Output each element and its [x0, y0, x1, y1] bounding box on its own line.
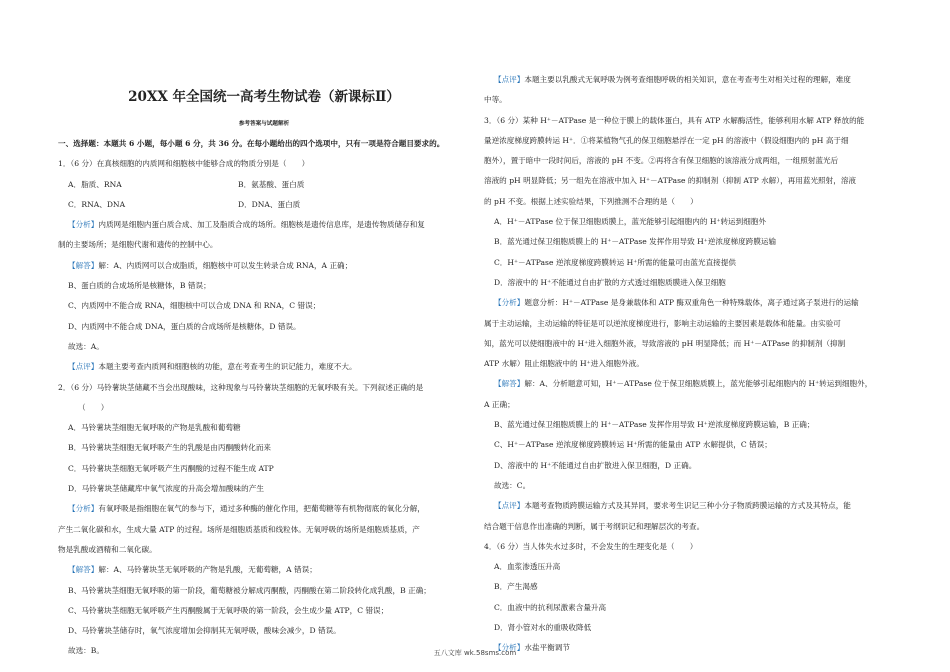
q3-comment-cont: 结合题干信息作出准确的判断，属于考纲识记和理解层次的考查。: [484, 521, 705, 531]
q3-answer-d: D、溶液中的 H⁺不能通过自由扩散进入保卫细胞，D 正确。: [494, 460, 697, 470]
analysis-tag: 【分析】: [68, 504, 99, 514]
comment-tag: 【点评】: [494, 75, 525, 84]
q3-stem-cont1: 量逆浓度梯度跨膜转运 H⁺．①将某植物气孔的保卫细胞悬浮在一定 pH 的溶液中（假设细胞内的 pH 高于细: [484, 135, 849, 145]
q2-answer-b: B、马铃薯块茎细胞无氧呼吸的第一阶段，葡萄糖被分解成丙酮酸，丙酮酸在第二阶段转化成乳酸，B 正确；: [68, 585, 431, 595]
q3-option-a: A．H⁺－ATPase 位于保卫细胞质膜上，蓝光能够引起细胞内的 H⁺转运到细胞外: [494, 217, 767, 227]
q4-option-b: B．产生渴感: [494, 582, 538, 592]
q3-analysis-cont1: 属于主动运输，主动运输的特征是可以逆浓度梯度进行，影响主动运输的主要因素是载体和能量。由实验可: [484, 318, 841, 328]
q3-option-c: C．H⁺－ATPase 逆浓度梯度跨膜转运 H⁺所需的能量可由蓝光直接提供: [494, 257, 736, 267]
q2-option-a: A．马铃薯块茎细胞无氧呼吸的产物是乳酸和葡萄糖: [68, 423, 241, 433]
page-footer: 五八文库 wk.58sms.com: [433, 649, 517, 657]
q3-answer-cont: A 正确；: [484, 399, 515, 409]
q1-answer-c: C、内质网中不能合成 RNA，细胞核中可以合成 DNA 和 RNA，C 错误；: [68, 301, 321, 311]
q3-analysis-cont2: 知，蓝光可以使细胞液中的 H⁺进入细胞外液，导致溶液的 pH 明显降低；而 H⁺－ATPase 的抑制剂（抑制: [484, 338, 846, 348]
q1-answer-d: D、内质网中不能合成 DNA，蛋白质的合成场所是核糖体，D 错误。: [68, 321, 301, 331]
q1-answer-b: B、蛋白质的合成场所是核糖体，B 错误；: [68, 281, 211, 291]
q3-analysis-cont3: ATP 水解）阻止细胞液中的 H⁺进入细胞外液。: [484, 359, 644, 369]
q1-options-row2: [58, 195, 470, 215]
q3-comment: 【点评】本题考查物质跨膜运输方式及其异同，要求考生识记三种小分子物质跨膜运输的方式及其特点，能: [494, 501, 851, 511]
q4-option-a: A．血浆渗透压升高: [494, 562, 561, 572]
page-subtitle: 参考答案与试题解析: [238, 121, 290, 127]
page-title: 20XX 年全国统一高考生物试卷（新课标Ⅱ）: [128, 89, 400, 105]
analysis-tag: 【分析】: [68, 220, 99, 230]
q1-option-a: A．脂质、RNA: [68, 179, 122, 189]
q3-answer-b: B、蓝光通过保卫细胞质膜上的 H⁺－ATPase 发挥作用导致 H⁺逆浓度梯度跨膜运输，B 正确；: [494, 420, 815, 430]
q3-answer-c: C、H⁺－ATPase 逆浓度梯度跨膜转运 H⁺所需的能量由 ATP 水解提供，C 错误；: [494, 440, 772, 450]
q4-option-d: D．肾小管对水的重吸收降低: [494, 623, 592, 633]
q1-stem: 1．（6 分）在真核细胞的内质网和细胞核中能够合成的物质分别是（ ）: [58, 159, 310, 169]
q1-choice: 故选：A。: [68, 341, 104, 351]
q2-choice: 故选：B。: [68, 646, 104, 656]
analysis-tag: 【分析】: [494, 643, 525, 653]
q1-analysis-cont: 制的主要场所；是细胞代谢和遗传的控制中心。: [58, 240, 218, 250]
comment-tag: 【点评】: [68, 362, 99, 372]
answer-tag: 【解答】: [68, 260, 99, 270]
q1-option-b: B．氨基酸、蛋白质: [238, 179, 305, 189]
q2-comment: 【点评】本题主要以乳酸式无氧呼吸为例考查细胞呼吸的相关知识，意在考查考生对相关过程的理解，难度: [494, 75, 851, 84]
q1-options-row1: [58, 175, 470, 195]
q2-option-d: D．马铃薯块茎储藏库中氧气浓度的升高会增加酸味的产生: [68, 484, 264, 494]
q2-answer: 【解答】解：A、马铃薯块茎无氧呼吸的产物是乳酸，无葡萄糖，A 错误；: [68, 565, 317, 575]
q2-answer-c: C、马铃薯块茎细胞无氧呼吸产生丙酮酸属于无氧呼吸的第一阶段，会生成少量 ATP，C 错误；: [68, 605, 389, 615]
section-heading: 一、选择题：本题共 6 小题，每小题 6 分，共 36 分。在每小题给出的四个选项中，只有一项是符合题目要求的。: [58, 139, 445, 148]
answer-tag: 【解答】: [494, 379, 525, 389]
q4-stem: 4．（6 分）当人体失水过多时，不会发生的生理变化是（ ）: [484, 541, 698, 551]
q3-stem-cont2: 胞外），置于暗中一段时间后，溶液的 pH 不变。②再将含有保卫细胞的该溶液分成两组，一组照射蓝光后: [484, 156, 839, 166]
q1-analysis: 【分析】内质网是细胞内蛋白质合成、加工及脂质合成的场所。细胞核是遗传信息库，是遗传物质储存和复: [68, 220, 425, 230]
q3-stem-cont4: 的 pH 不变。根据上述实验结果，下列推测不合理的是（ ）: [484, 196, 698, 206]
q2-option-c: C．马铃薯块茎细胞无氧呼吸产生丙酮酸的过程不能生成 ATP: [68, 463, 274, 473]
q1-answer: 【解答】解：A、内质网可以合成脂质，细胞核中可以发生转录合成 RNA，A 正确；: [68, 260, 353, 270]
left-column: [58, 66, 470, 662]
q4-option-c: C．血液中的抗利尿激素含量升高: [494, 602, 607, 612]
q2-answer-d: D、马铃薯块茎储存时，氧气浓度增加会抑制其无氧呼吸，酸味会减少，D 错误。: [68, 626, 341, 636]
q1-option-d: D．DNA、蛋白质: [238, 199, 301, 209]
q3-analysis: 【分析】题意分析：H⁺－ATPase 是身兼载体和 ATP 酶双重角色一种特殊载体，离子通过离子泵进行的运输: [494, 298, 859, 308]
q3-option-b: B．蓝光通过保卫细胞质膜上的 H⁺－ATPase 发挥作用导致 H⁺逆浓度梯度跨膜运输: [494, 237, 777, 247]
q2-analysis-cont2: 物是乳酸或酒精和二氧化碳。: [58, 544, 157, 554]
q2-stem-cont: （ ）: [78, 402, 109, 412]
q2-option-b: B．马铃薯块茎细胞无氧呼吸产生的乳酸是由丙酮酸转化而来: [68, 443, 272, 453]
q3-option-d: D．溶液中的 H⁺不能通过自由扩散的方式透过细胞质膜进入保卫细胞: [494, 277, 726, 287]
q2-analysis-cont: 产生二氧化碳和水，生成大量 ATP 的过程。场所是细胞质基质和线粒体。无氧呼吸的场所是细胞质基质，产: [58, 524, 420, 534]
q2-stem: 2．（6 分）马铃薯块茎储藏不当会出现酸味，这种现象与马铃薯块茎细胞的无氧呼吸有关。下列叙述正确的是: [58, 382, 424, 392]
right-column: [484, 70, 896, 659]
q4-analysis: 【分析】水盐平衡调节: [494, 643, 570, 653]
q3-choice: 故选：C。: [494, 480, 531, 490]
comment-tag: 【点评】: [494, 501, 525, 511]
q2-analysis: 【分析】有氧呼吸是指细胞在氧气的参与下，通过多种酶的催化作用，把葡萄糖等有机物彻底的氧化分解，: [68, 504, 425, 514]
q1-option-c: C．RNA、DNA: [68, 199, 126, 209]
analysis-tag: 【分析】: [494, 298, 525, 308]
q3-stem: 3．（6 分）某种 H⁺－ATPase 是一种位于膜上的载体蛋白，具有 ATP 水解酶活性，能够利用水解 ATP 释放的能: [484, 115, 865, 125]
q3-stem-cont3: 溶液的 pH 明显降低；另一组先在溶液中加入 H⁺－ATPase 的抑制剂（抑制 ATP 水解），再用蓝光照射，溶液: [484, 176, 857, 186]
q3-answer: 【解答】解：A、分析题意可知，H⁺－ATPase 位于保卫细胞质膜上，蓝光能够引起细胞内的 H⁺转运到细胞外，: [494, 379, 873, 389]
q2-comment-cont: 中等。: [484, 95, 507, 105]
q1-comment: 【点评】本题主要考查内质网和细胞核的功能，意在考查考生的识记能力，难度不大。: [68, 362, 357, 372]
answer-tag: 【解答】: [68, 565, 99, 575]
